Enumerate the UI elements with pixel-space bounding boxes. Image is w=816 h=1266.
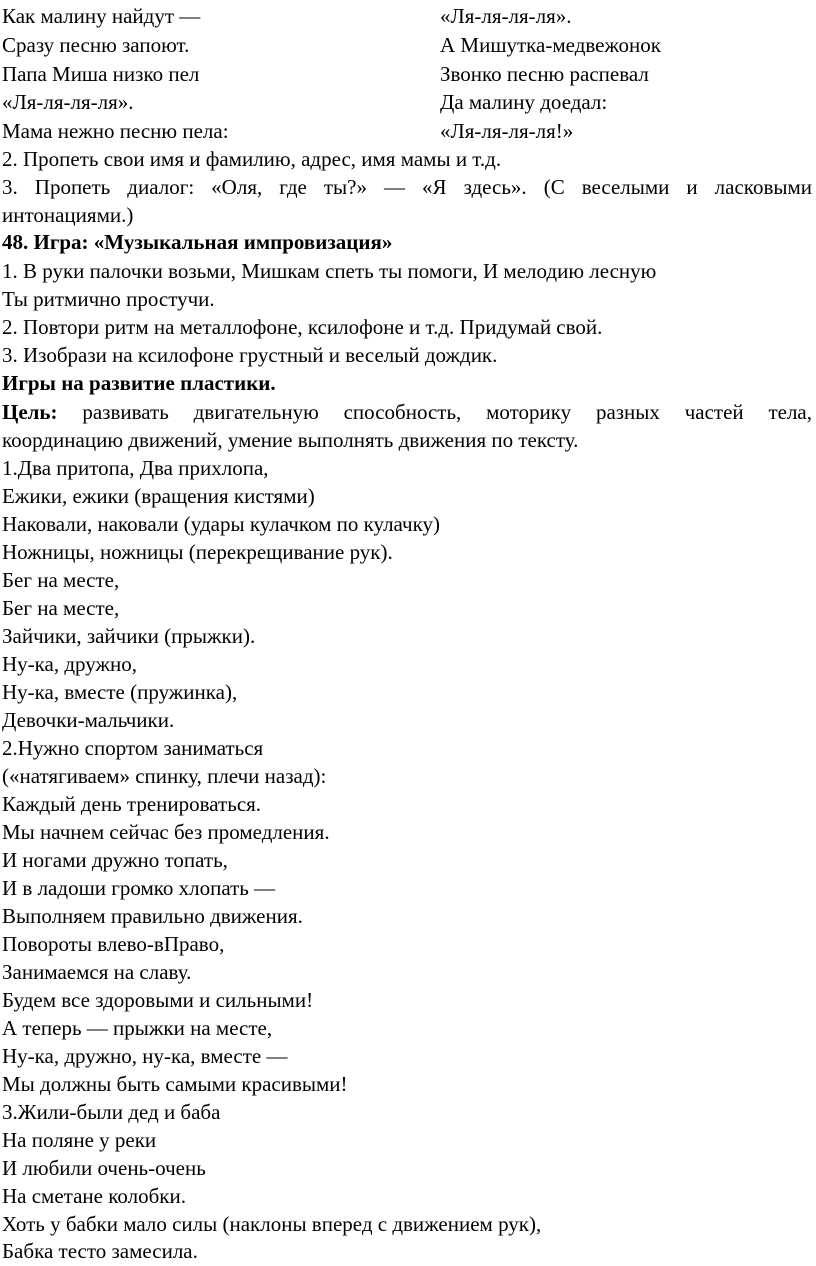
- song-left-line: Как малину найдут —: [2, 4, 201, 28]
- poem-line: Занимаемся на славу.: [2, 960, 192, 984]
- poem-line: Выполняем правильно движения.: [2, 904, 303, 928]
- poem-line: 2.Нужно спортом заниматься: [2, 736, 264, 760]
- song-left-line: Сразу песню запоют.: [2, 33, 190, 57]
- song-left-line: Папа Миша низко пел: [2, 62, 200, 86]
- song-right-line: «Ля-ля-ля-ля».: [440, 4, 572, 28]
- song-left-line: Мама нежно песню пела:: [2, 119, 229, 143]
- poem-line: Ну-ка, дружно,: [2, 652, 137, 676]
- song-left-line: «Ля-ля-ля-ля».: [2, 90, 134, 114]
- poem-line: Бег на месте,: [2, 568, 120, 592]
- poem-line: Наковали, наковали (удары кулачком по кулачку): [2, 512, 440, 536]
- game-48-line: 1. В руки палочки возьми, Мишкам спеть ты помоги, И мелодию лесную: [2, 259, 657, 283]
- poem-line: Ну-ка, вместе (пружинка),: [2, 680, 238, 704]
- poem-line: И ногами дружно топать,: [2, 848, 228, 872]
- song-right-line: Да малину доедал:: [440, 90, 608, 114]
- goal-text: развивать двигательную способность, моторику разных частей тела,: [82, 400, 812, 424]
- task-item-3-line-2: интонациями.): [2, 203, 134, 227]
- goal-label: Цель:: [2, 400, 58, 424]
- poem-line: Ежики, ежики (вращения кистями): [2, 484, 315, 508]
- goal-line-1: [2, 398, 812, 426]
- poem-line: А теперь — прыжки на месте,: [2, 1016, 273, 1040]
- poem-line: И в ладоши громко хлопать —: [2, 876, 276, 900]
- goal-line-2: координацию движений, умение выполнять движения по тексту.: [2, 428, 579, 452]
- song-right-line: «Ля-ля-ля-ля!»: [440, 119, 574, 143]
- poem-line: Ну-ка, дружно, ну-ка, вместе —: [2, 1044, 288, 1068]
- poem-line: 1.Два притопа, Два прихлопа,: [2, 456, 269, 480]
- song-right-line: Звонко песню распевал: [440, 62, 649, 86]
- poem-line: Зайчики, зайчики (прыжки).: [2, 624, 256, 648]
- song-right-line: А Мишутка-медвежонок: [440, 33, 661, 57]
- poem-line: Хоть у бабки мало силы (наклоны вперед с движением рук),: [2, 1212, 542, 1236]
- poem-line: Мы начнем сейчас без промедления.: [2, 820, 330, 844]
- game-48-line: 3. Изобрази на ксилофоне грустный и веселый дождик.: [2, 343, 498, 367]
- poem-line: На сметане колобки.: [2, 1184, 186, 1208]
- poem-line: Девочки-мальчики.: [2, 708, 175, 732]
- poem-line: 3.Жили-были дед и баба: [2, 1100, 221, 1124]
- poem-line: Повороты влево-вПраво,: [2, 932, 225, 956]
- game-48-line: Ты ритмично простучи.: [2, 287, 215, 311]
- poem-line: Ножницы, ножницы (перекрещивание рук).: [2, 540, 393, 564]
- poem-line: («натягиваем» спинку, плечи назад):: [2, 764, 327, 788]
- task-item-3-line-1: 3. Пропеть диалог: «Оля, где ты?» — «Я здесь». (С веселыми и ласковыми: [2, 175, 812, 199]
- poem-line: Каждый день тренироваться.: [2, 792, 262, 816]
- poem-line: Бег на месте,: [2, 596, 120, 620]
- plastic-heading: Игры на развитие пластики.: [2, 371, 276, 395]
- poem-line: Будем все здоровыми и сильными!: [2, 988, 314, 1012]
- game-48-heading: 48. Игра: «Музыкальная импровизация»: [2, 230, 393, 254]
- task-item-2: 2. Пропеть свои имя и фамилию, адрес, имя мамы и т.д.: [2, 147, 502, 171]
- poem-line: Мы должны быть самыми красивыми!: [2, 1072, 348, 1096]
- game-48-line: 2. Повтори ритм на металлофоне, ксилофоне и т.д. Придумай свой.: [2, 315, 603, 339]
- poem-line: На поляне у реки: [2, 1128, 157, 1152]
- poem-line: И любили очень-очень: [2, 1156, 206, 1180]
- poem-line: Бабка тесто замесила.: [2, 1239, 198, 1263]
